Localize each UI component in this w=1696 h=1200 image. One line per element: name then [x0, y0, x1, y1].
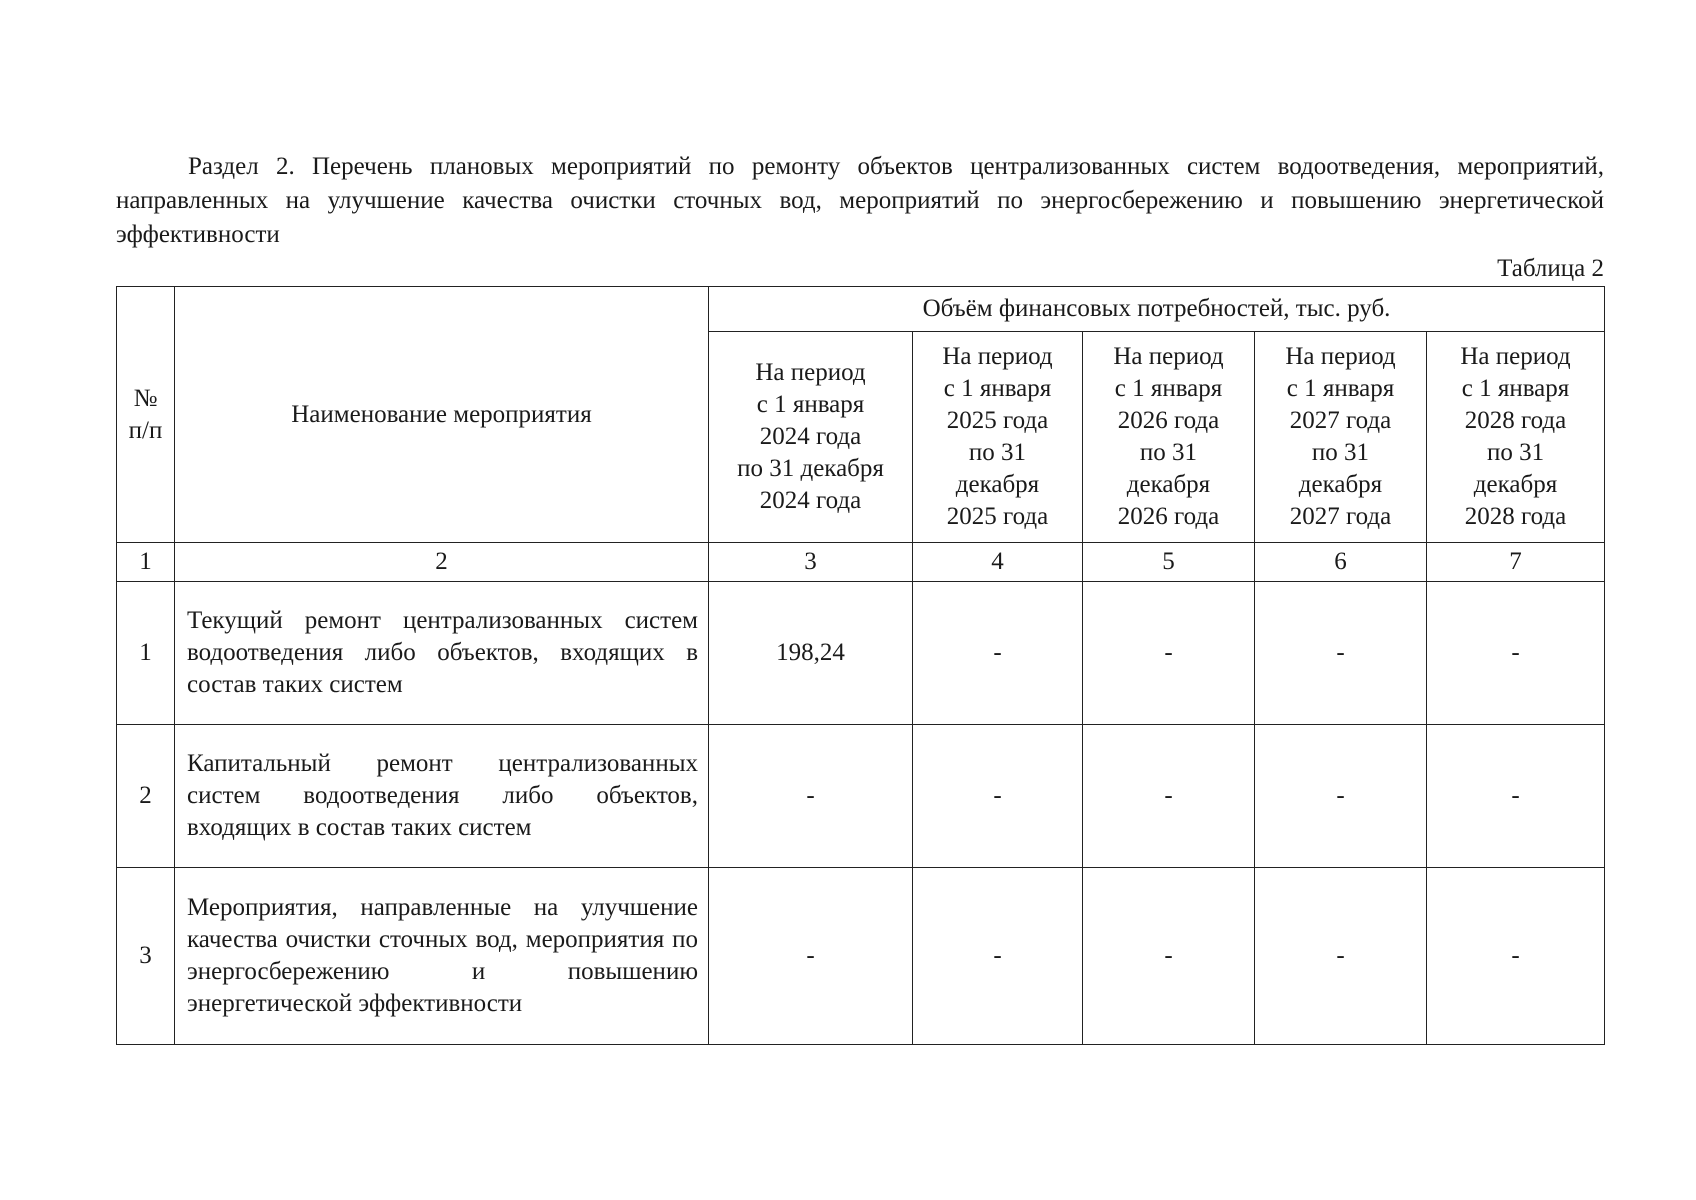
table-header-row [117, 287, 1605, 332]
column-number: 4 [913, 543, 1083, 582]
header-number: № п/п [117, 287, 175, 543]
table-row [117, 582, 1605, 725]
column-number-row [117, 543, 1605, 582]
activity-name: Мероприятия, направленные на улучшение качества очистки сточных вод, мероприятия по энергосбережению и повышению энергетической эффективности [175, 868, 709, 1045]
value-cell: - [1427, 725, 1605, 868]
activity-name: Капитальный ремонт централизованных систем водоотведения либо объектов, входящих в состав таких систем [175, 725, 709, 868]
table-caption: Таблица 2 [1497, 255, 1604, 282]
value-cell: - [1255, 725, 1427, 868]
section-heading: Раздел 2. Перечень плановых мероприятий по ремонту объектов централизованных систем водоотведения, мероприятий, направленных на улучшение качества очистки сточных вод, мероприятий по энергосбережению и повышению энергетической эффективности [116, 153, 1604, 248]
header-period-2024: На период с 1 января 2024 года по 31 декабря 2024 года [709, 332, 913, 543]
activities-table [116, 286, 1605, 1045]
value-cell: - [913, 725, 1083, 868]
table-row [117, 725, 1605, 868]
value-cell: - [1427, 868, 1605, 1045]
activity-name: Текущий ремонт централизованных систем водоотведения либо объектов, входящих в состав таких систем [175, 582, 709, 725]
header-period-2025: На период с 1 января 2025 года по 31 декабря 2025 года [913, 332, 1083, 543]
column-number: 5 [1083, 543, 1255, 582]
value-cell: - [709, 725, 913, 868]
row-number: 3 [117, 868, 175, 1045]
value-cell: - [913, 582, 1083, 725]
column-number: 1 [117, 543, 175, 582]
column-number: 6 [1255, 543, 1427, 582]
header-period-2028: На период с 1 января 2028 года по 31 декабря 2028 года [1427, 332, 1605, 543]
value-cell: - [1083, 725, 1255, 868]
header-name: Наименование мероприятия [175, 287, 709, 543]
header-period-2026: На период с 1 января 2026 года по 31 декабря 2026 года [1083, 332, 1255, 543]
value-cell: - [1083, 868, 1255, 1045]
value-cell: 198,24 [709, 582, 913, 725]
header-financial-needs: Объём финансовых потребностей, тыс. руб. [709, 287, 1605, 332]
value-cell: - [913, 868, 1083, 1045]
value-cell: - [1255, 582, 1427, 725]
column-number: 7 [1427, 543, 1605, 582]
value-cell: - [1427, 582, 1605, 725]
row-number: 2 [117, 725, 175, 868]
header-period-2027: На период с 1 января 2027 года по 31 декабря 2027 года [1255, 332, 1427, 543]
row-number: 1 [117, 582, 175, 725]
table-row [117, 868, 1605, 1045]
column-number: 2 [175, 543, 709, 582]
column-number: 3 [709, 543, 913, 582]
document-page [116, 150, 1604, 1045]
value-cell: - [1255, 868, 1427, 1045]
value-cell: - [709, 868, 913, 1045]
value-cell: - [1083, 582, 1255, 725]
